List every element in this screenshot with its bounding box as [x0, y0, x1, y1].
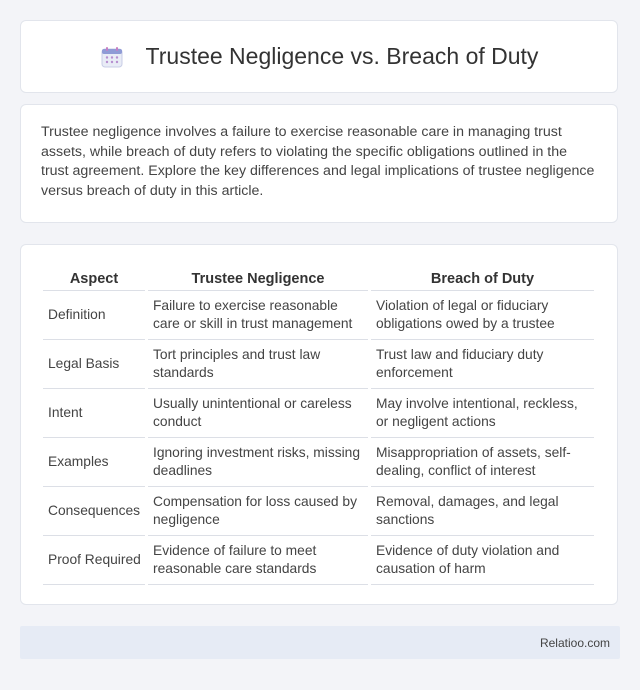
table-row — [43, 536, 594, 585]
table-header-row — [43, 263, 594, 291]
page-title: Trustee Negligence vs. Breach of Duty — [145, 43, 539, 69]
breach-cell: May involve intentional, reckless, or negligent actions — [371, 389, 594, 438]
table-row — [43, 340, 594, 389]
column-header-trustee-negligence: Trustee Negligence — [148, 263, 368, 291]
table-row — [43, 389, 594, 438]
aspect-cell: Examples — [43, 438, 145, 487]
negligence-cell: Evidence of failure to meet reasonable care standards — [148, 536, 368, 585]
table-row — [43, 487, 594, 536]
title-card — [20, 20, 618, 93]
aspect-cell: Legal Basis — [43, 340, 145, 389]
breach-cell: Misappropriation of assets, self-dealing, conflict of interest — [371, 438, 594, 487]
table-row — [43, 438, 594, 487]
table-row — [43, 291, 594, 340]
column-header-aspect: Aspect — [43, 263, 145, 291]
negligence-cell: Compensation for loss caused by negligence — [148, 487, 368, 536]
breach-cell: Removal, damages, and legal sanctions — [371, 487, 594, 536]
negligence-cell: Usually unintentional or careless conduct — [148, 389, 368, 438]
intro-text: Trustee negligence involves a failure to exercise reasonable care in managing trust assets, while breach of duty refers to violating the specific obligations outlined in the trust agreement. Explore the key differences and legal implications of trustee negligence versus breach of duty in this article. — [41, 124, 595, 199]
footer-brand: Relatioo.com — [539, 635, 610, 650]
aspect-cell: Definition — [43, 291, 145, 340]
comparison-table — [40, 263, 597, 585]
intro-card — [20, 104, 618, 223]
comparison-card — [20, 244, 618, 605]
calendar-icon — [100, 45, 124, 69]
breach-cell: Violation of legal or fiduciary obligations owed by a trustee — [371, 291, 594, 340]
negligence-cell: Tort principles and trust law standards — [148, 340, 368, 389]
footer — [20, 626, 620, 659]
aspect-cell: Proof Required — [43, 536, 145, 585]
breach-cell: Trust law and fiduciary duty enforcement — [371, 340, 594, 389]
column-header-breach-of-duty: Breach of Duty — [371, 263, 594, 291]
negligence-cell: Failure to exercise reasonable care or skill in trust management — [148, 291, 368, 340]
breach-cell: Evidence of duty violation and causation of harm — [371, 536, 594, 585]
aspect-cell: Consequences — [43, 487, 145, 536]
aspect-cell: Intent — [43, 389, 145, 438]
negligence-cell: Ignoring investment risks, missing deadlines — [148, 438, 368, 487]
